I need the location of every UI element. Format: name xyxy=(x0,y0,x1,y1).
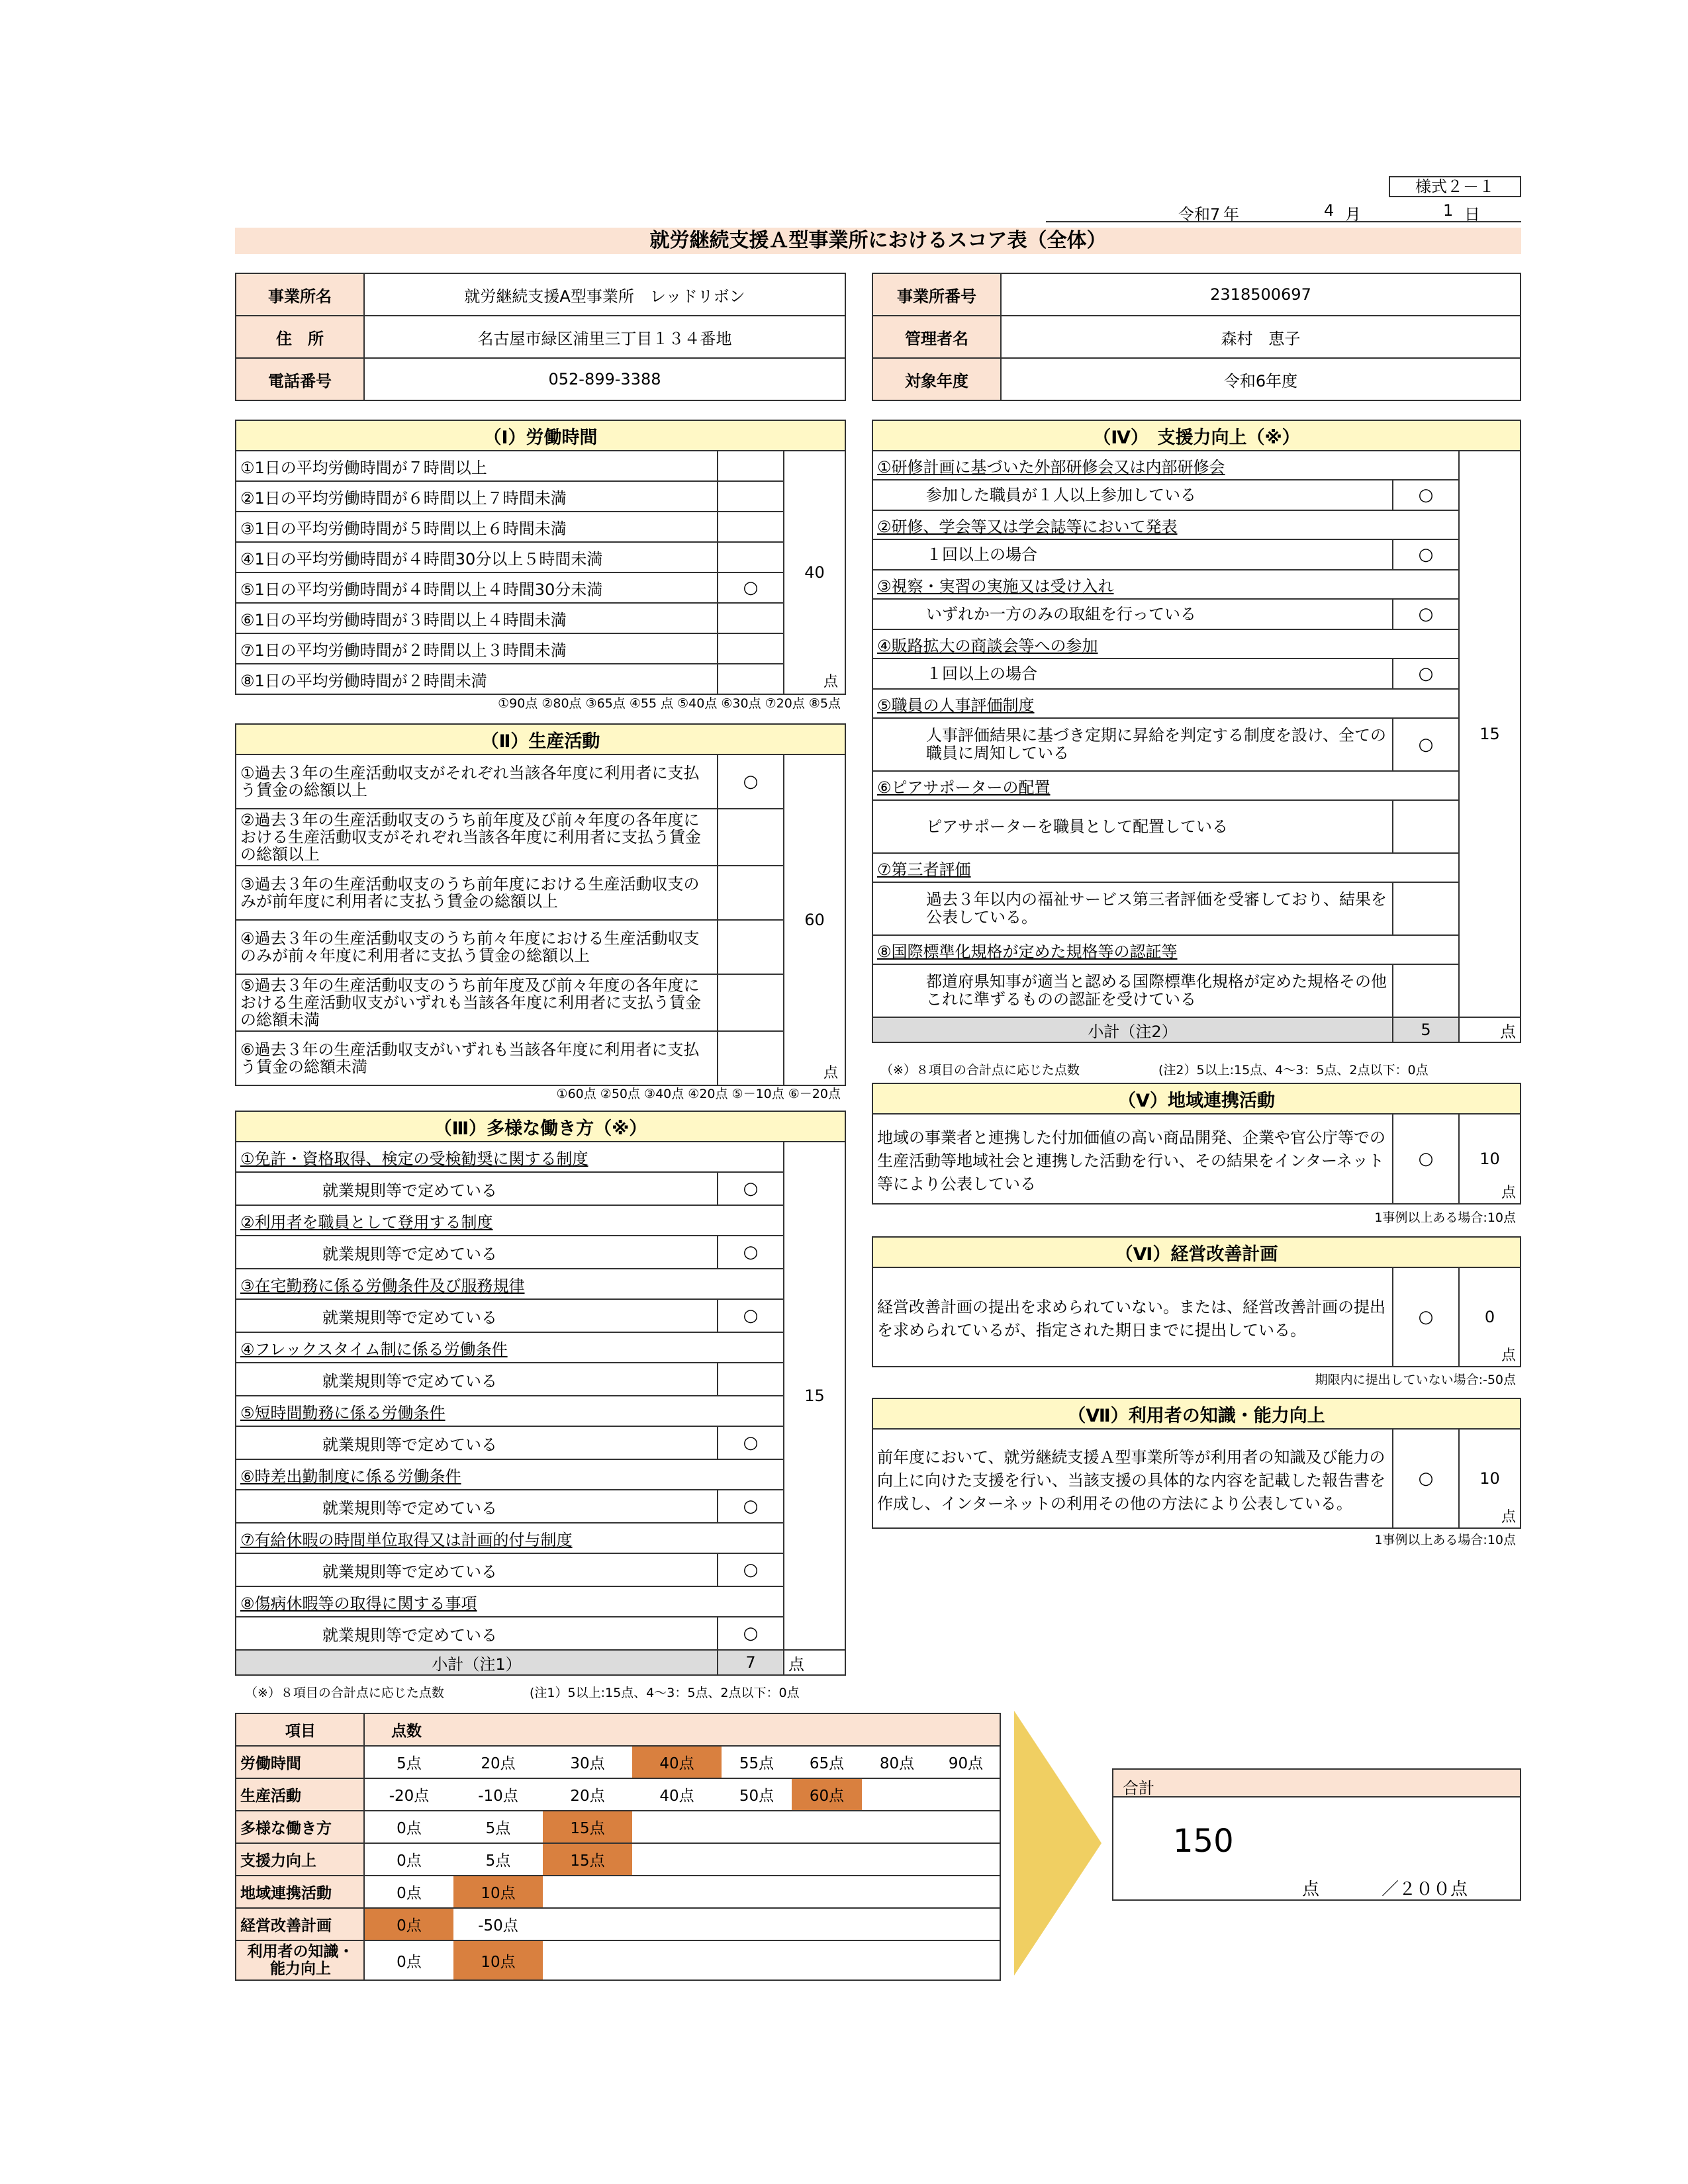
office-info-left xyxy=(235,273,846,401)
check-mark xyxy=(718,481,784,512)
summary-cell: -10点 xyxy=(453,1778,543,1811)
item-heading: ⑦有給休暇の時間単位取得又は計画的付与制度 xyxy=(236,1523,784,1553)
total-label: 合計 xyxy=(1113,1770,1520,1797)
list-item xyxy=(872,800,1521,853)
date-month-unit: 月 xyxy=(1345,205,1361,224)
section-title: （Ⅵ）経営改善計画 xyxy=(872,1237,1521,1267)
summary-cell: 40点 xyxy=(632,1778,722,1811)
support-note-1: （※）８項目の合計点に応じた点数 xyxy=(880,1063,1080,1077)
item-heading: ①研修計画に基づいた外部研修会又は内部研修会 xyxy=(872,451,1459,480)
working-hours-note: ①90点 ②80点 ③65点 ④55 点 ⑤40点 ⑥30点 ⑦20点 ⑧5点 xyxy=(498,696,841,711)
summary-cell: -50点 xyxy=(453,1908,543,1940)
list-item xyxy=(872,964,1521,1017)
check-mark: ○ xyxy=(718,1617,784,1650)
page-title: 就労継続支援Ａ型事業所におけるスコア表（全体） xyxy=(235,228,1521,254)
list-item xyxy=(236,1617,845,1650)
item-text: ⑥1日の平均労働時間が３時間以上４時間未満 xyxy=(236,603,718,633)
check-mark: ○ xyxy=(718,754,784,809)
subtotal-row xyxy=(872,1017,1521,1042)
knowledge-text: 前年度において、就労継続支援Ａ型事業所等が利用者の知識及び能力の向上に向けた支援を行い、当該支援の具体的な内容を記載した報告書を作成し、インターネットの利用その他の方法により公表している。 xyxy=(872,1429,1393,1528)
summary-row xyxy=(236,1908,1000,1940)
office-no-label: 事業所番号 xyxy=(872,273,1001,316)
section-score: 40 xyxy=(804,563,825,582)
diverse-note-2: (注1）5以上:15点、4～3：5点、2点以下：0点 xyxy=(530,1686,800,1700)
summary-cell xyxy=(862,1876,932,1908)
summary-cell xyxy=(543,1940,632,1980)
list-item xyxy=(236,754,845,809)
check-mark: ○ xyxy=(1393,599,1459,629)
list-item xyxy=(236,1172,845,1205)
date-month: 4 xyxy=(1324,201,1335,220)
item-heading-row xyxy=(236,1332,845,1363)
summary-row xyxy=(236,1843,1000,1876)
total-unit: 点 xyxy=(1302,1880,1320,1899)
section-title: （Ⅶ）利用者の知識・能力向上 xyxy=(872,1398,1521,1429)
item-heading: ⑧傷病休暇等の取得に関する事項 xyxy=(236,1586,784,1617)
item-heading-row xyxy=(872,510,1521,539)
total-max: ／２００点 xyxy=(1382,1880,1468,1899)
summary-cell xyxy=(632,1908,722,1940)
summary-cell: 5点 xyxy=(453,1811,543,1843)
summary-cell xyxy=(932,1843,1000,1876)
check-mark: ○ xyxy=(718,1236,784,1269)
check-mark xyxy=(1393,800,1459,853)
date-day: 1 xyxy=(1443,201,1454,220)
item-text: ①1日の平均労働時間が７時間以上 xyxy=(236,451,718,481)
check-mark xyxy=(718,451,784,481)
management-score: 0 xyxy=(1484,1308,1495,1326)
list-item xyxy=(872,718,1521,771)
summary-label: 労働時間 xyxy=(236,1746,364,1778)
item-text: １回以上の場合 xyxy=(872,539,1393,570)
summary-cell: 10点 xyxy=(453,1876,543,1908)
summary-cell: 5点 xyxy=(453,1843,543,1876)
summary-row xyxy=(236,1746,1000,1778)
summary-cell xyxy=(632,1876,722,1908)
office-no: 2318500697 xyxy=(1001,273,1521,316)
summary-cell xyxy=(932,1908,1000,1940)
summary-label: 支援力向上 xyxy=(236,1843,364,1876)
item-heading-row xyxy=(236,1205,845,1236)
office-name-label: 事業所名 xyxy=(236,273,364,316)
summary-cell: 30点 xyxy=(543,1746,632,1778)
summary-cell xyxy=(722,1940,792,1980)
check-mark xyxy=(718,1031,784,1085)
section-diverse-work xyxy=(235,1111,846,1676)
management-unit: 点 xyxy=(1501,1347,1516,1364)
item-text: ①過去３年の生産活動収支がそれぞれ当該各年度に利用者に支払う賃金の総額以上 xyxy=(236,754,718,809)
summary-col-points: 点数 xyxy=(364,1713,1000,1746)
item-text: 人事評価結果に基づき定期に昇給を判定する制度を設け、全ての職員に周知している xyxy=(872,718,1393,771)
summary-cell: 5点 xyxy=(364,1746,453,1778)
target-year: 令和6年度 xyxy=(1001,358,1521,400)
summary-cell xyxy=(862,1908,932,1940)
check-mark xyxy=(718,664,784,694)
check-mark xyxy=(1393,964,1459,1017)
management-text: 経営改善計画の提出を求められていない。または、経営改善計画の提出を求められているが、指定された期日までに提出している。 xyxy=(872,1267,1393,1367)
check-mark: ○ xyxy=(718,572,784,603)
score-cell xyxy=(784,754,845,1085)
total-value: 150 xyxy=(1173,1823,1234,1860)
subtotal-value: 7 xyxy=(718,1650,784,1675)
office-info-right xyxy=(872,273,1521,401)
item-text: 就業規則等で定めている xyxy=(236,1426,718,1459)
section-title: （Ⅱ）生産活動 xyxy=(236,724,845,754)
summary-cell xyxy=(932,1811,1000,1843)
check-mark: ○ xyxy=(1393,480,1459,510)
summary-label: 地域連携活動 xyxy=(236,1876,364,1908)
list-item xyxy=(872,480,1521,510)
section-score: 15 xyxy=(1479,725,1500,743)
check-mark: ○ xyxy=(718,1172,784,1205)
item-text: ③1日の平均労働時間が５時間以上６時間未満 xyxy=(236,512,718,542)
summary-row xyxy=(236,1876,1000,1908)
item-text: 過去３年以内の福祉サービス第三者評価を受審しており、結果を公表している。 xyxy=(872,882,1393,935)
knowledge-score: 10 xyxy=(1479,1469,1500,1488)
check-mark xyxy=(718,633,784,664)
summary-cell: 10点 xyxy=(453,1940,543,1980)
check-mark: ○ xyxy=(718,1490,784,1523)
check-mark: ○ xyxy=(718,1553,784,1586)
summary-label: 多様な働き方 xyxy=(236,1811,364,1843)
management-mark: ○ xyxy=(1393,1267,1459,1367)
item-heading: ⑥ピアサポーターの配置 xyxy=(872,771,1459,800)
item-heading-row xyxy=(872,451,1521,480)
list-item xyxy=(236,1363,845,1396)
summary-cell xyxy=(632,1811,722,1843)
summary-cell xyxy=(862,1843,932,1876)
manager-label: 管理者名 xyxy=(872,316,1001,358)
item-text: 参加した職員が１人以上参加している xyxy=(872,480,1393,510)
check-mark xyxy=(718,974,784,1031)
summary-cell: 40点 xyxy=(632,1746,722,1778)
total-box xyxy=(1112,1768,1521,1901)
summary-label: 生産活動 xyxy=(236,1778,364,1811)
manager: 森村 恵子 xyxy=(1001,316,1521,358)
check-mark xyxy=(718,1363,784,1396)
item-heading: ⑤職員の人事評価制度 xyxy=(872,689,1459,718)
knowledge-unit: 点 xyxy=(1501,1509,1516,1525)
item-text: ③過去３年の生産活動収支のうち前年度における生産活動収支のみが前年度に利用者に支払う賃金の総額以上 xyxy=(236,866,718,920)
summary-label: 経営改善計画 xyxy=(236,1908,364,1940)
item-heading-row xyxy=(236,1586,845,1617)
item-heading: ⑥時差出勤制度に係る労働条件 xyxy=(236,1459,784,1490)
summary-cell xyxy=(862,1778,932,1811)
summary-cell xyxy=(792,1908,862,1940)
summary-cell: 20点 xyxy=(543,1778,632,1811)
summary-cell: 55点 xyxy=(722,1746,792,1778)
list-item xyxy=(872,539,1521,570)
item-heading: ⑦第三者評価 xyxy=(872,853,1459,882)
item-text: ④過去３年の生産活動収支のうち前々年度における生産活動収支のみが前々年度に利用者に支払う賃金の総額以上 xyxy=(236,920,718,974)
score-unit: 点 xyxy=(823,1065,838,1081)
summary-cell: 20点 xyxy=(453,1746,543,1778)
section-title: （Ⅴ）地域連携活動 xyxy=(872,1083,1521,1114)
list-item xyxy=(872,599,1521,629)
check-mark: ○ xyxy=(1393,539,1459,570)
item-heading: ⑧国際標準化規格が定めた規格等の認証等 xyxy=(872,935,1459,964)
date-day-unit: 日 xyxy=(1464,205,1480,224)
section-management-plan xyxy=(872,1236,1521,1367)
list-item xyxy=(236,542,845,572)
item-heading-row xyxy=(236,1523,845,1553)
item-heading: ①免許・資格取得、検定の受検勧奨に関する制度 xyxy=(236,1142,784,1172)
knowledge-mark: ○ xyxy=(1393,1429,1459,1528)
list-item xyxy=(236,920,845,974)
list-item xyxy=(236,633,845,664)
list-item xyxy=(236,866,845,920)
subtotal-row xyxy=(236,1650,845,1675)
summary-cell xyxy=(792,1876,862,1908)
item-heading-row xyxy=(236,1269,845,1299)
regional-text: 地域の事業者と連携した付加価値の高い商品開発、企業や官公庁等での生産活動等地域社会と連携した活動を行い、その結果をインターネット等により公表している xyxy=(872,1114,1393,1204)
management-note: 期限内に提出していない場合:-50点 xyxy=(1315,1373,1516,1387)
support-note-2: (注2）5以上:15点、4～3：5点、2点以下：0点 xyxy=(1158,1063,1429,1077)
list-item xyxy=(236,1031,845,1085)
item-text: ⑦1日の平均労働時間が２時間以上３時間未満 xyxy=(236,633,718,664)
summary-cell xyxy=(632,1843,722,1876)
summary-cell xyxy=(792,1843,862,1876)
summary-cell xyxy=(932,1876,1000,1908)
list-item xyxy=(236,1236,845,1269)
item-heading: ⑤短時間勤務に係る労働条件 xyxy=(236,1396,784,1426)
section-title: （Ⅰ）労働時間 xyxy=(236,420,845,451)
summary-cell xyxy=(722,1908,792,1940)
item-text: ⑤1日の平均労働時間が４時間以上４時間30分未満 xyxy=(236,572,718,603)
score-cell xyxy=(784,1142,845,1650)
summary-cell: 50点 xyxy=(722,1778,792,1811)
check-mark xyxy=(718,920,784,974)
score-cell xyxy=(784,451,845,694)
knowledge-note: 1事例以上ある場合:10点 xyxy=(1374,1533,1516,1547)
summary-cell xyxy=(543,1876,632,1908)
list-item xyxy=(236,1299,845,1332)
address-label: 住 所 xyxy=(236,316,364,358)
list-item xyxy=(236,572,845,603)
summary-col-item: 項目 xyxy=(236,1713,364,1746)
section-title: （Ⅳ） 支援力向上（※） xyxy=(872,420,1521,451)
score-cell xyxy=(1459,451,1521,1017)
date-line xyxy=(1046,199,1521,222)
summary-cell: 80点 xyxy=(862,1746,932,1778)
check-mark xyxy=(718,603,784,633)
list-item xyxy=(236,603,845,633)
summary-cell xyxy=(722,1876,792,1908)
item-heading-row xyxy=(872,570,1521,599)
item-text: １回以上の場合 xyxy=(872,659,1393,689)
subtotal-label: 小計（注2） xyxy=(872,1017,1393,1042)
subtotal-unit: 点 xyxy=(784,1650,845,1675)
office-name: 就労継続支援A型事業所 レッドリボン xyxy=(364,273,845,316)
summary-cell: 15点 xyxy=(543,1843,632,1876)
check-mark xyxy=(718,542,784,572)
regional-score: 10 xyxy=(1479,1150,1500,1168)
item-text: 就業規則等で定めている xyxy=(236,1490,718,1523)
date-year-unit: 年 xyxy=(1223,205,1239,224)
summary-cell xyxy=(932,1940,1000,1980)
summary-cell: 0点 xyxy=(364,1843,453,1876)
subtotal-unit: 点 xyxy=(1459,1017,1521,1042)
score-unit: 点 xyxy=(823,674,838,690)
summary-cell: 0点 xyxy=(364,1940,453,1980)
phone-label: 電話番号 xyxy=(236,358,364,400)
summary-cell: 0点 xyxy=(364,1811,453,1843)
section-score: 15 xyxy=(804,1387,825,1405)
check-mark: ○ xyxy=(718,1426,784,1459)
summary-row xyxy=(236,1811,1000,1843)
list-item xyxy=(236,664,845,694)
item-heading: ③視察・実習の実施又は受け入れ xyxy=(872,570,1459,599)
summary-row xyxy=(236,1778,1000,1811)
summary-cell xyxy=(632,1940,722,1980)
regional-mark: ○ xyxy=(1393,1114,1459,1204)
list-item xyxy=(236,512,845,542)
item-text: 就業規則等で定めている xyxy=(236,1363,718,1396)
item-heading: ③在宅勤務に係る労働条件及び服務規律 xyxy=(236,1269,784,1299)
item-text: 就業規則等で定めている xyxy=(236,1236,718,1269)
date-era: 令和7 xyxy=(1178,205,1221,224)
arrow-icon xyxy=(1011,1711,1104,1976)
item-heading-row xyxy=(236,1459,845,1490)
item-text: ⑤過去３年の生産活動収支のうち前年度及び前々年度の各年度における生産活動収支がいずれも当該各年度に利用者に支払う賃金の総額未満 xyxy=(236,974,718,1031)
summary-cell: 65点 xyxy=(792,1746,862,1778)
summary-cell: 90点 xyxy=(932,1746,1000,1778)
summary-row xyxy=(236,1940,1000,1980)
item-text: ⑥過去３年の生産活動収支がいずれも当該各年度に利用者に支払う賃金の総額未満 xyxy=(236,1031,718,1085)
summary-cell xyxy=(862,1940,932,1980)
item-heading-row xyxy=(872,853,1521,882)
regional-unit: 点 xyxy=(1501,1185,1516,1201)
list-item xyxy=(236,1490,845,1523)
section-regional xyxy=(872,1083,1521,1205)
production-note: ①60点 ②50点 ③40点 ④20点 ⑤－10点 ⑥－20点 xyxy=(556,1087,841,1101)
summary-cell: 0点 xyxy=(364,1908,453,1940)
list-item xyxy=(236,1553,845,1586)
list-item xyxy=(872,659,1521,689)
check-mark xyxy=(718,866,784,920)
item-heading: ④フレックスタイム制に係る労働条件 xyxy=(236,1332,784,1363)
summary-table xyxy=(235,1713,1001,1981)
check-mark: ○ xyxy=(1393,718,1459,771)
list-item xyxy=(236,974,845,1031)
section-score: 60 xyxy=(804,911,825,929)
phone: 052-899-3388 xyxy=(364,358,845,400)
item-heading-row xyxy=(872,771,1521,800)
summary-cell xyxy=(792,1811,862,1843)
list-item xyxy=(872,882,1521,935)
summary-cell xyxy=(722,1843,792,1876)
summary-cell: 60点 xyxy=(792,1778,862,1811)
check-mark: ○ xyxy=(1393,659,1459,689)
summary-cell xyxy=(862,1811,932,1843)
check-mark: ○ xyxy=(718,1299,784,1332)
check-mark xyxy=(718,512,784,542)
item-heading-row xyxy=(872,935,1521,964)
item-text: ②過去３年の生産活動収支のうち前年度及び前々年度の各年度における生産活動収支がそれぞれ当該各年度に利用者に支払う賃金の総額以上 xyxy=(236,809,718,866)
item-text: 都道府県知事が適当と認める国際標準化規格が定めた規格その他これに準ずるものの認証を受けている xyxy=(872,964,1393,1017)
item-heading: ④販路拡大の商談会等への参加 xyxy=(872,629,1459,659)
list-item xyxy=(236,809,845,866)
item-heading-row xyxy=(872,629,1521,659)
summary-label: 利用者の知識・能力向上 xyxy=(236,1940,364,1980)
item-text: 就業規則等で定めている xyxy=(236,1172,718,1205)
regional-note: 1事例以上ある場合:10点 xyxy=(1374,1210,1516,1225)
section-working-hours xyxy=(235,420,846,695)
subtotal-label: 小計（注1） xyxy=(236,1650,718,1675)
section-user-knowledge xyxy=(872,1398,1521,1529)
summary-cell xyxy=(932,1778,1000,1811)
item-text: いずれか一方のみの取組を行っている xyxy=(872,599,1393,629)
check-mark xyxy=(718,809,784,866)
item-text: ピアサポーターを職員として配置している xyxy=(872,800,1393,853)
list-item xyxy=(236,1426,845,1459)
form-number: 様式２－１ xyxy=(1389,176,1521,197)
summary-cell xyxy=(792,1940,862,1980)
section-support-improvement xyxy=(872,420,1521,1043)
summary-cell xyxy=(543,1908,632,1940)
item-heading: ②研修、学会等又は学会誌等において発表 xyxy=(872,510,1459,539)
subtotal-value: 5 xyxy=(1393,1017,1459,1042)
item-text: 就業規則等で定めている xyxy=(236,1299,718,1332)
address: 名古屋市緑区浦里三丁目１３４番地 xyxy=(364,316,845,358)
item-text: ⑧1日の平均労働時間が２時間未満 xyxy=(236,664,718,694)
list-item xyxy=(236,451,845,481)
list-item xyxy=(236,481,845,512)
item-heading-row xyxy=(872,689,1521,718)
check-mark xyxy=(1393,882,1459,935)
item-text: ②1日の平均労働時間が６時間以上７時間未満 xyxy=(236,481,718,512)
item-heading: ②利用者を職員として登用する制度 xyxy=(236,1205,784,1236)
section-title: （Ⅲ）多様な働き方（※） xyxy=(236,1111,845,1142)
item-heading-row xyxy=(236,1396,845,1426)
item-text: ④1日の平均労働時間が４時間30分以上５時間未満 xyxy=(236,542,718,572)
summary-cell: 0点 xyxy=(364,1876,453,1908)
section-production xyxy=(235,723,846,1086)
summary-cell: 15点 xyxy=(543,1811,632,1843)
summary-cell xyxy=(722,1811,792,1843)
item-text: 就業規則等で定めている xyxy=(236,1553,718,1586)
item-heading-row xyxy=(236,1142,845,1172)
diverse-note-1: （※）８項目の合計点に応じた点数 xyxy=(245,1686,444,1700)
summary-cell: -20点 xyxy=(364,1778,453,1811)
item-text: 就業規則等で定めている xyxy=(236,1617,718,1650)
year-label: 対象年度 xyxy=(872,358,1001,400)
